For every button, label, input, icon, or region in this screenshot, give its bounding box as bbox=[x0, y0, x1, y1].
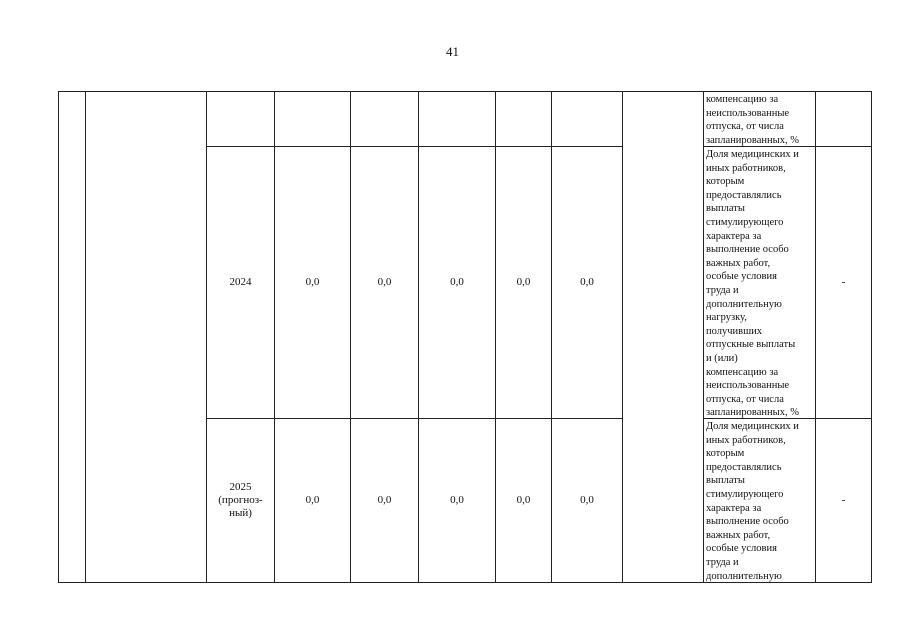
value-cell: 0,0 bbox=[580, 276, 594, 288]
table-border-top bbox=[58, 91, 872, 92]
value-cell: 0,0 bbox=[450, 276, 464, 288]
col-line bbox=[85, 91, 86, 583]
col-line bbox=[622, 91, 623, 583]
col-line bbox=[58, 91, 59, 583]
data-table bbox=[58, 91, 872, 583]
value-cell: 0,0 bbox=[377, 494, 392, 506]
year-cell: 2025 (прогноз- ный) bbox=[218, 481, 263, 519]
col-line bbox=[703, 91, 704, 583]
value-cell: 0,0 bbox=[305, 276, 320, 288]
year-cell: 2024 bbox=[229, 276, 252, 288]
value-cell: 0,0 bbox=[450, 494, 464, 506]
indicator-cell: Доля медицинских и иных работников, которым предоставлялись выплаты стимулирующего характера за выполнение особо важных работ, особые условия труда и дополнительную нагрузку, получивших отпускные выплаты и (или) компенсацию за неиспользованные отпуска, от числа запланированных, % bbox=[706, 149, 799, 419]
table-border-bottom bbox=[58, 582, 872, 583]
indicator-cell: Доля медицинских и иных работников, которым предоставлялись выплаты стимулирующего характера за выполнение особо важных работ, особые условия труда и дополнительную bbox=[706, 421, 799, 582]
value-cell: 0,0 bbox=[377, 276, 392, 288]
target-cell: - bbox=[841, 276, 846, 288]
indicator-cell: компенсацию за неиспользованные отпуска, от числа запланированных, % bbox=[706, 94, 799, 146]
value-cell: 0,0 bbox=[305, 494, 320, 506]
page-number: 41 bbox=[446, 44, 459, 59]
col-line bbox=[871, 91, 872, 583]
value-cell: 0,0 bbox=[516, 494, 531, 506]
value-cell: 0,0 bbox=[516, 276, 531, 288]
value-cell: 0,0 bbox=[580, 494, 594, 506]
target-cell: - bbox=[841, 494, 846, 506]
